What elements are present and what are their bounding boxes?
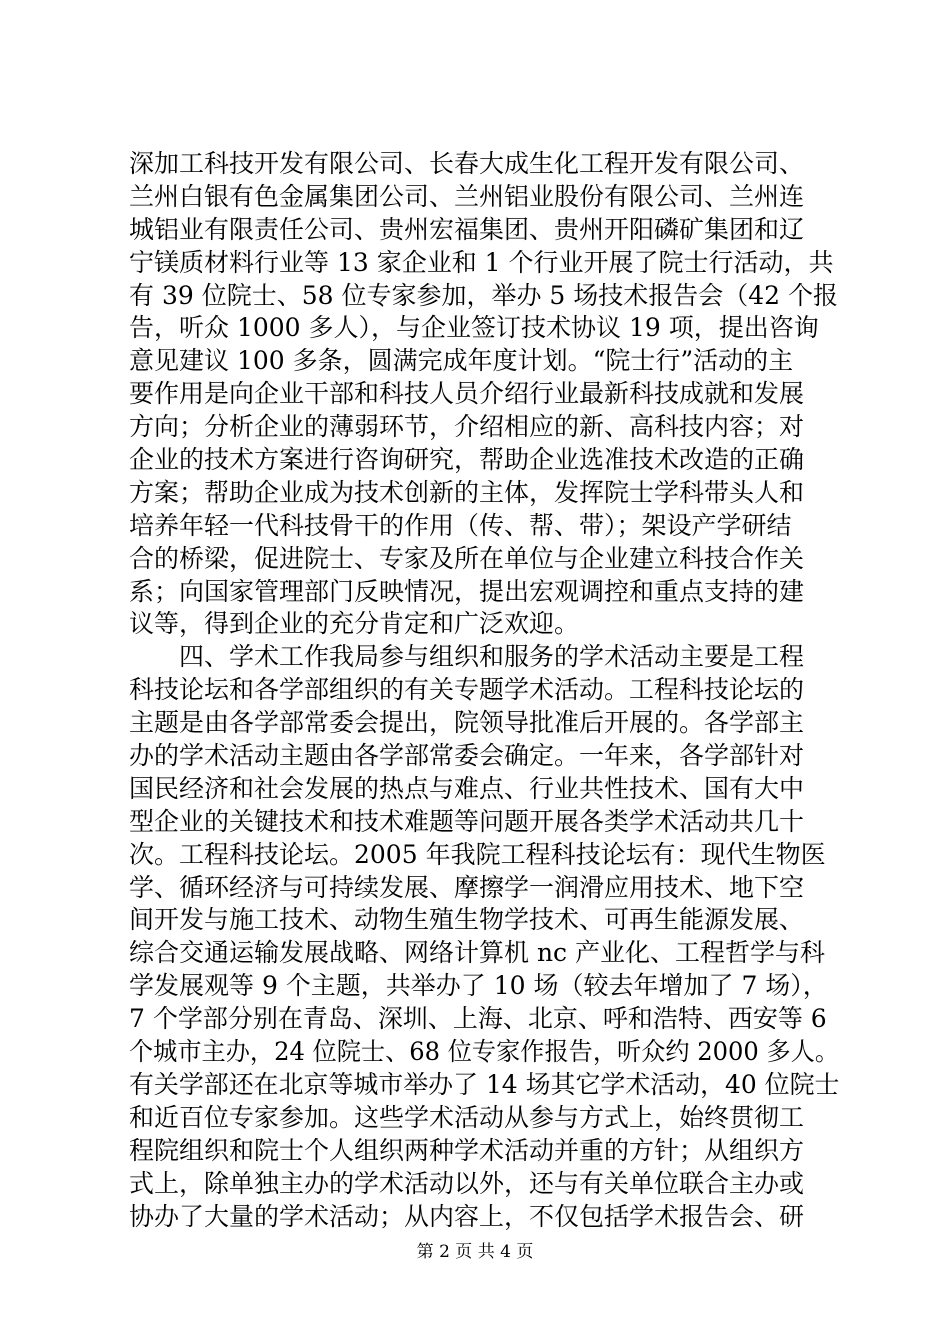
text-line: 企业的技术方案进行咨询研究，帮助企业选准技术改造的正确 xyxy=(129,445,805,475)
text-line: 宁镁质材料行业等 13 家企业和 1 个行业开展了院士行活动，共 xyxy=(129,247,834,277)
text-line: 培养年轻一代科技骨干的作用（传、帮、带）；架设产学研结 xyxy=(129,510,792,540)
text-line: 间开发与施工技术、动物生殖生物学技术、可再生能源发展、 xyxy=(129,905,805,935)
text-line: 办的学术活动主题由各学部常委会确定。一年来，各学部针对 xyxy=(129,741,805,771)
text-line: 系；向国家管理部门反映情况，提出宏观调控和重点支持的建 xyxy=(129,576,805,606)
text-line: 兰州白银有色金属集团公司、兰州铝业股份有限公司、兰州连 xyxy=(129,181,805,211)
text-line: 学发展观等 9 个主题，共举办了 10 场（较去年增加了 7 场）， xyxy=(129,971,828,1001)
text-line: 合的桥梁，促进院士、专家及所在单位与企业建立科技合作关 xyxy=(129,543,805,573)
text-line: 和近百位专家参加。这些学术活动从参与方式上，始终贯彻工 xyxy=(129,1102,805,1132)
text-line: 协办了大量的学术活动；从内容上，不仅包括学术报告会、研 xyxy=(129,1201,805,1231)
text-line: 告，听众 1000 多人），与企业签订技术协议 19 项，提出咨询 xyxy=(129,313,819,343)
text-line: 议等，得到企业的充分肯定和广泛欢迎。 xyxy=(129,609,580,639)
text-line: 有关学部还在北京等城市举办了 14 场其它学术活动，40 位院士 xyxy=(129,1069,840,1099)
text-line: 综合交通运输发展战略、网络计算机 nc 产业化、工程哲学与科 xyxy=(129,938,825,968)
text-line: 主题是由各学部常委会提出，院领导批准后开展的。各学部主 xyxy=(129,708,805,738)
text-line: 四、学术工作我局参与组织和服务的学术活动主要是工程 xyxy=(129,642,805,672)
text-line: 学、循环经济与可持续发展、摩擦学一润滑应用技术、地下空 xyxy=(129,872,805,902)
text-line: 程院组织和院士个人组织两种学术活动并重的方针；从组织方 xyxy=(129,1135,805,1165)
text-line: 国民经济和社会发展的热点与难点、行业共性技术、国有大中 xyxy=(129,773,805,803)
text-line: 次。工程科技论坛。2005 年我院工程科技论坛有：现代生物医 xyxy=(129,839,826,869)
text-line: 型企业的关键技术和技术难题等问题开展各类学术活动共几十 xyxy=(129,806,805,836)
text-line: 方向；分析企业的薄弱环节，介绍相应的新、高科技内容；对 xyxy=(129,412,805,442)
text-line: 方案；帮助企业成为技术创新的主体，发挥院士学科带头人和 xyxy=(129,477,805,507)
text-line: 城铝业有限责任公司、贵州宏福集团、贵州开阳磷矿集团和辽 xyxy=(129,214,805,244)
text-line: 7 个学部分别在青岛、深圳、上海、北京、呼和浩特、西安等 6 xyxy=(129,1004,827,1034)
page-footer: 第 2 页 共 4 页 xyxy=(416,1242,534,1262)
text-line: 有 39 位院士、58 位专家参加，举办 5 场技术报告会（42 个报 xyxy=(129,280,839,310)
text-line: 意见建议 100 多条，圆满完成年度计划。“院士行”活动的主 xyxy=(129,346,794,376)
text-line: 深加工科技开发有限公司、长春大成生化工程开发有限公司、 xyxy=(129,149,805,178)
text-line: 科技论坛和各学部组织的有关专题学术活动。工程科技论坛的 xyxy=(129,675,805,705)
text-line: 式上，除单独主办的学术活动以外，还与有关单位联合主办或 xyxy=(129,1168,805,1198)
text-line: 个城市主办，24 位院士、68 位专家作报告，听众约 2000 多人。 xyxy=(129,1037,840,1067)
body-text xyxy=(129,148,839,1233)
text-line: 要作用是向企业干部和科技人员介绍行业最新科技成就和发展 xyxy=(129,379,805,409)
